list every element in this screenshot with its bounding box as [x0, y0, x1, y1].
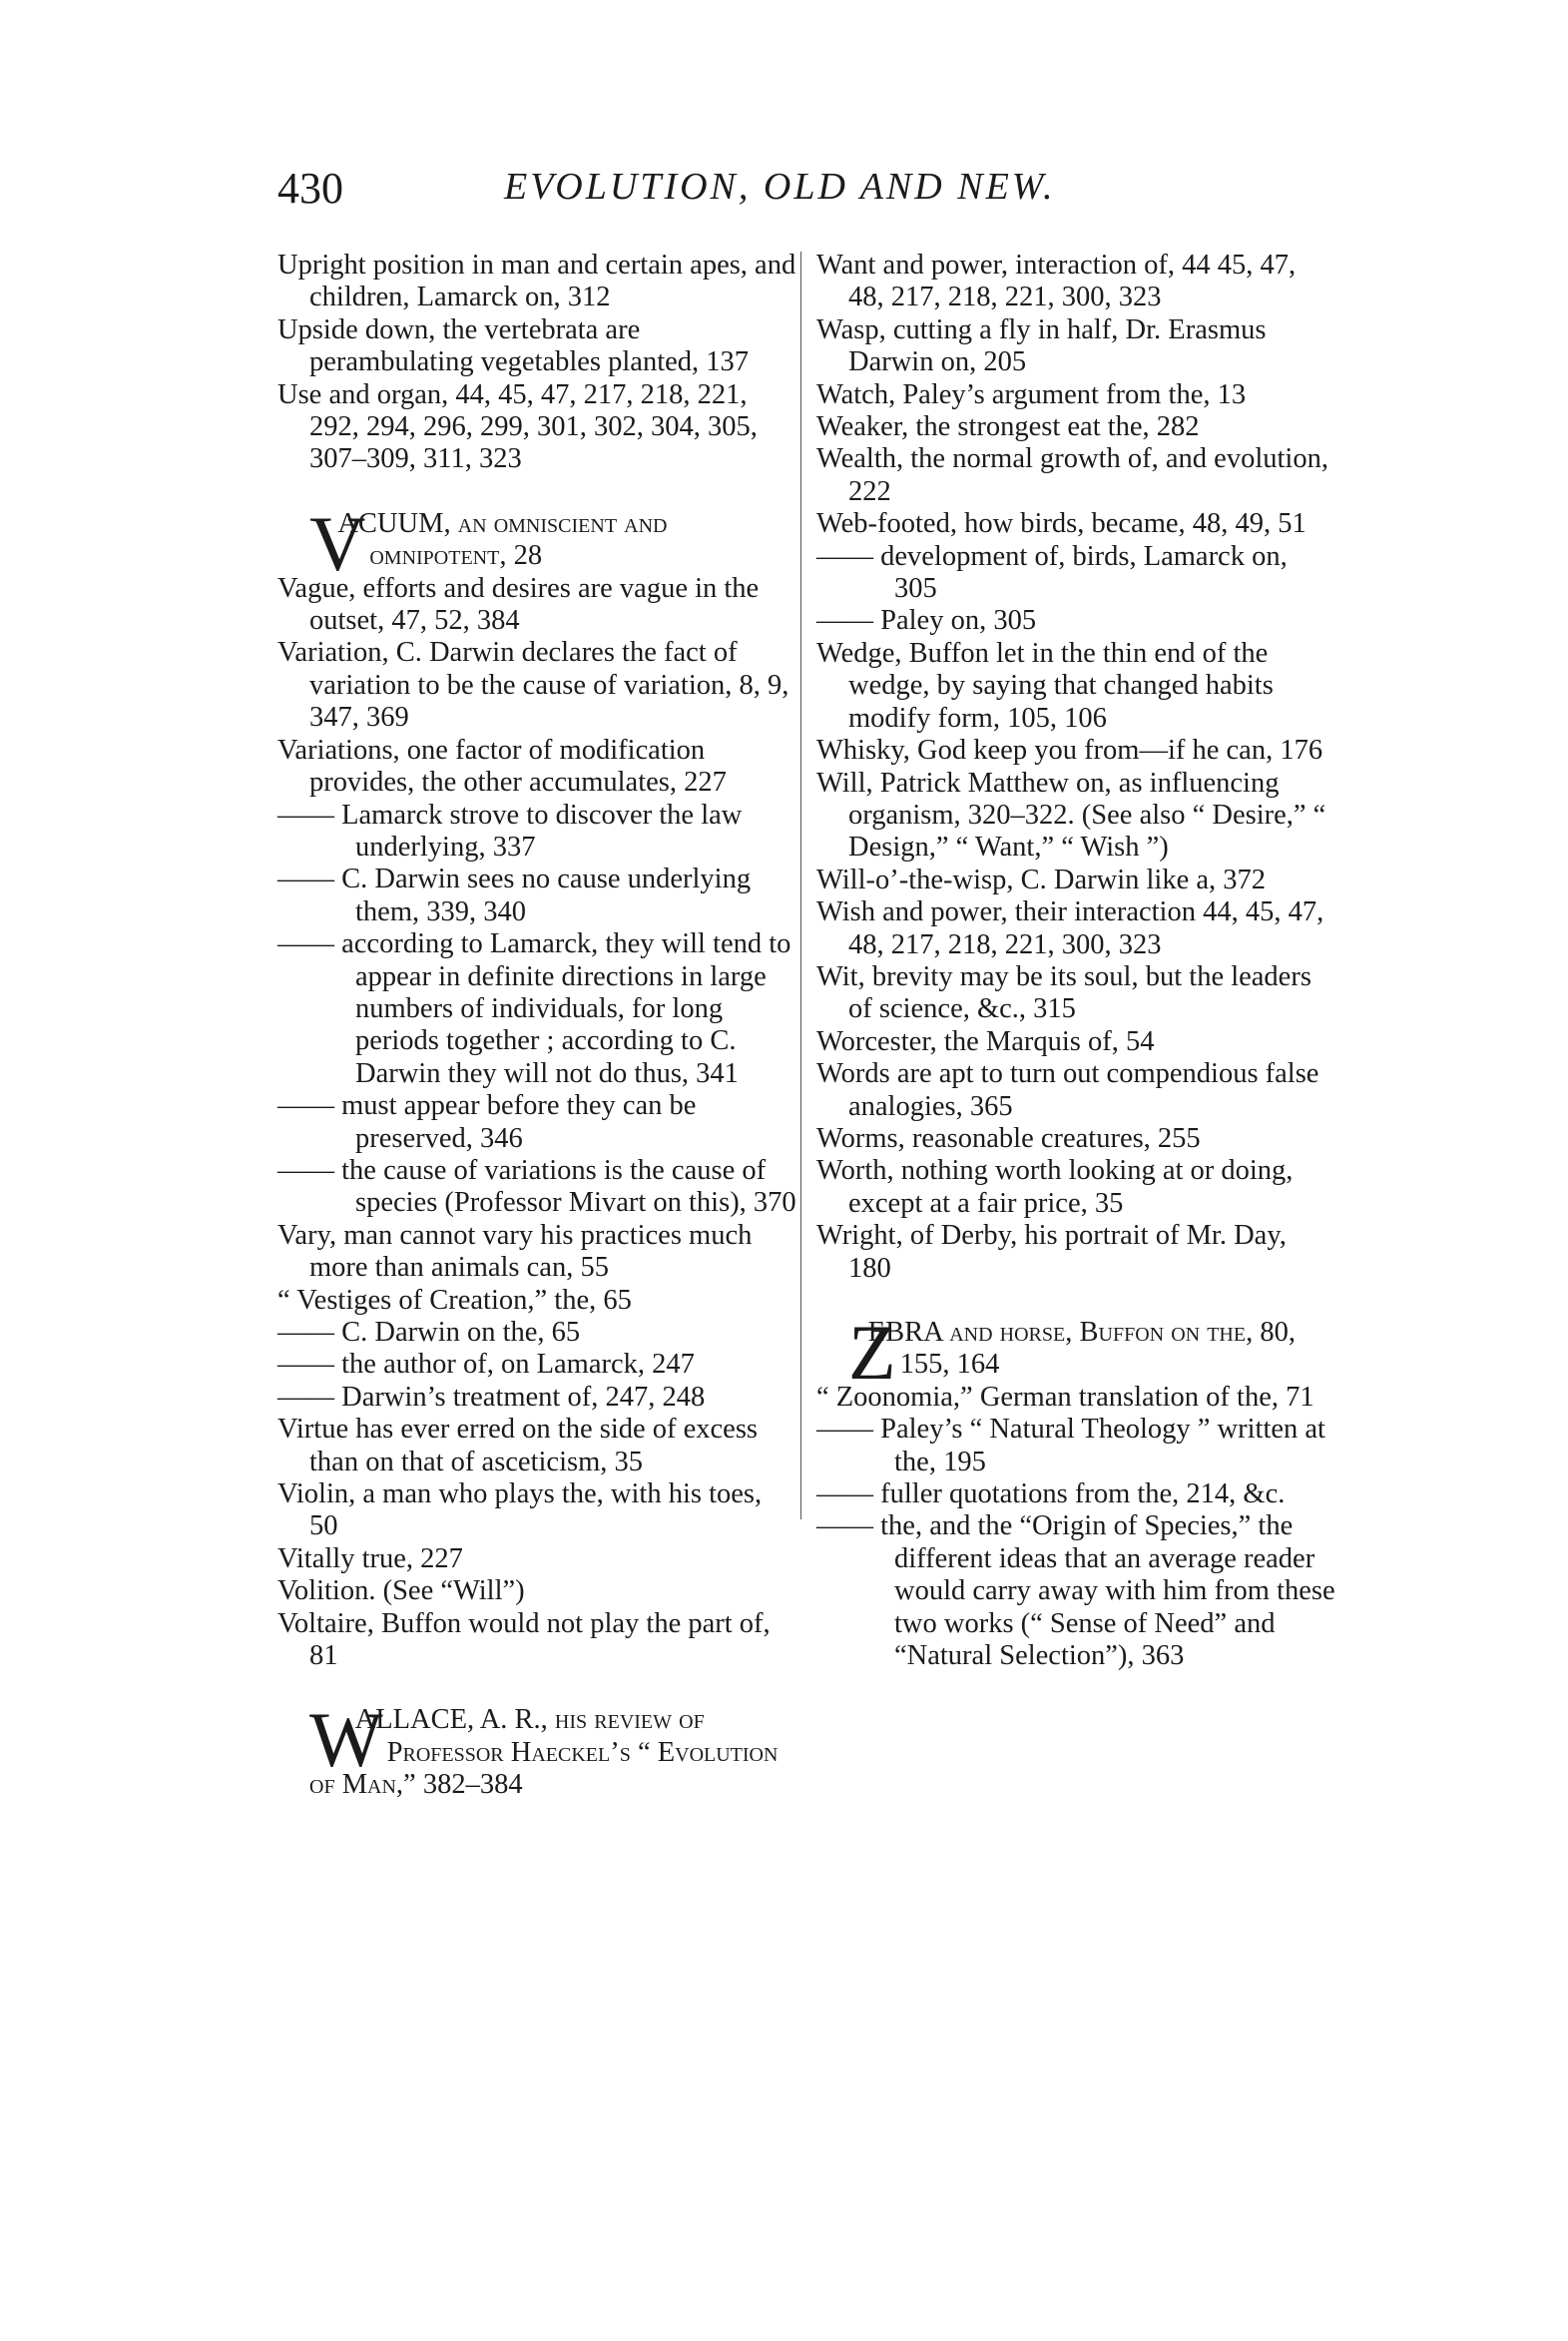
- entry-text: Watch, Paley’s argument from the, 13: [816, 378, 1247, 410]
- entry-text: Worms, reasonable creatures, 255: [816, 1122, 1201, 1154]
- index-subentry: [277, 1317, 796, 1349]
- index-entry: [816, 638, 1335, 735]
- entry-text: Words are apt to turn out compendious false analogies, 365: [816, 1058, 1319, 1122]
- index-entry: [816, 1155, 1335, 1220]
- index-section-start: [277, 1696, 796, 1801]
- entry-text: Upside down, the vertebrata are perambulating vegetables planted, 137: [277, 313, 750, 378]
- index-subentry: [277, 928, 796, 1090]
- entry-text: Will-o’-the-wisp, C. Darwin like a, 372: [816, 864, 1267, 895]
- entry-text: Use and organ, 44, 45, 47, 217, 218, 221, 292, 294, 296, 299, 301, 302, 304, 305, 307–309, 311, 323: [277, 378, 758, 475]
- index-entry: [816, 1220, 1335, 1285]
- entry-text: Vague, efforts and desires are vague in the outset, 47, 52, 384: [277, 572, 760, 637]
- entry-text: “ Zoonomia,” German translation of the, 71: [816, 1381, 1314, 1413]
- index-entry: [277, 1543, 796, 1575]
- entry-text: —— C. Darwin on the, 65: [277, 1317, 581, 1348]
- entry-text: —— must appear before they can be preserved, 346: [277, 1090, 697, 1154]
- running-title: EVOLUTION, OLD AND NEW.: [504, 166, 1056, 208]
- drop-cap-letter: W: [309, 1696, 383, 1784]
- entry-text: Variation, C. Darwin declares the fact of variation to be the cause of variation, 8, 9, 347, 369: [277, 637, 789, 734]
- index-subentry: [277, 1155, 796, 1220]
- index-subentry: [277, 1382, 796, 1414]
- index-subentry: [277, 1349, 796, 1381]
- index-entry: [277, 1608, 796, 1673]
- index-subentry: [277, 800, 796, 865]
- index-entry: [816, 314, 1335, 379]
- index-column-right: [816, 250, 1335, 1672]
- drop-cap-letter: Z: [848, 1309, 896, 1396]
- entry-text: Violin, a man who plays the, with his toes, 50: [277, 1478, 763, 1542]
- entry-text: —— Paley on, 305: [816, 605, 1037, 637]
- entry-text: Wright, of Derby, his portrait of Mr. Day, 180: [816, 1220, 1287, 1284]
- index-entry: [277, 637, 796, 734]
- index-entry: [816, 250, 1335, 314]
- index-entry: [816, 508, 1335, 540]
- index-entry: [816, 1382, 1335, 1414]
- index-entry: [816, 443, 1335, 508]
- index-entry: [277, 1220, 796, 1285]
- entry-text: Want and power, interaction of, 44 45, 47, 48, 217, 218, 221, 300, 323: [816, 250, 1297, 313]
- index-entry: [277, 1414, 796, 1478]
- index-subentry: [816, 1510, 1335, 1672]
- entry-text: Variations, one factor of modification provides, the other accumulates, 227: [277, 734, 727, 799]
- entry-text: —— the, and the “Origin of Species,” the different ideas that an average reader would carry away with him from these two works (“ Sense of Need” and “Natural Selection”), 363: [816, 1510, 1335, 1672]
- index-section-start: [277, 499, 796, 587]
- index-subentry: [277, 1090, 796, 1155]
- entry-text: Worcester, the Marquis of, 54: [816, 1025, 1155, 1057]
- entry-text: Weaker, the strongest eat the, 282: [816, 411, 1200, 443]
- column-divider: [800, 252, 801, 1519]
- entry-text: Upright position in man and certain apes, and children, Lamarck on, 312: [277, 250, 796, 313]
- entry-text: —— according to Lamarck, they will tend to appear in definite directions in large numbers of individuals, for long periods together ; according to C. Darwin they will not do thus, 341: [277, 928, 791, 1089]
- entry-text: Whisky, God keep you from—if he can, 176: [816, 735, 1323, 767]
- page-number: 430: [277, 164, 343, 213]
- index-subentry: [277, 864, 796, 928]
- index-column-left: [277, 250, 796, 1802]
- index-entry: [816, 379, 1335, 411]
- index-entry: [277, 573, 796, 638]
- index-subentry: [816, 1414, 1335, 1478]
- entry-text: Worth, nothing worth looking at or doing, except at a fair price, 35: [816, 1155, 1294, 1219]
- index-subentry: [816, 1478, 1335, 1510]
- entry-text: Wealth, the normal growth of, and evolution, 222: [816, 443, 1328, 507]
- entry-text: —— Paley’s “ Natural Theology ” written at the, 195: [816, 1414, 1325, 1477]
- entry-text: Volition. (See “Will”): [277, 1575, 525, 1607]
- page-header: [269, 163, 1317, 223]
- entry-text: Wedge, Buffon let in the thin end of the wedge, by saying that changed habits modify form, 105, 106: [816, 637, 1274, 734]
- index-subentry: [816, 605, 1335, 637]
- entry-text: —— Darwin’s treatment of, 247, 248: [277, 1381, 706, 1413]
- entry-text: —— the cause of variations is the cause of species (Professor Mivart on this), 370: [277, 1154, 796, 1219]
- entry-text: ACUUM, an omniscient and omnipotent, 28: [337, 507, 668, 572]
- index-entry: [816, 1123, 1335, 1155]
- index-entry: [816, 961, 1335, 1026]
- index-entry: [816, 768, 1335, 865]
- entry-text: Web-footed, how birds, became, 48, 49, 51: [816, 508, 1307, 540]
- entry-text: Wish and power, their interaction 44, 45, 47, 48, 217, 218, 221, 300, 323: [816, 896, 1324, 960]
- entry-text: Will, Patrick Matthew on, as influencing organism, 320–322. (See also “ Desire,” “ Design,” “ Want,” “ Wish ”): [816, 767, 1326, 864]
- index-entry: [816, 865, 1335, 896]
- entry-text: —— C. Darwin sees no cause underlying them, 339, 340: [277, 864, 752, 927]
- index-entry: [277, 1478, 796, 1543]
- entry-text: Voltaire, Buffon would not play the part of, 81: [277, 1607, 771, 1672]
- entry-text: “ Vestiges of Creation,” the, 65: [277, 1284, 632, 1316]
- index-entry: [816, 1026, 1335, 1058]
- index-entry: [277, 1285, 796, 1317]
- entry-text: —— the author of, on Lamarck, 247: [277, 1349, 695, 1381]
- drop-cap-letter: V: [309, 499, 366, 587]
- entry-text: ALLACE, A. R., his review of Professor Haeckel’s “ Evolution of Man,” 382–384: [309, 1704, 779, 1801]
- entry-text: Wit, brevity may be its soul, but the leaders of science, &c., 315: [816, 960, 1311, 1025]
- index-entry: [816, 735, 1335, 767]
- entry-text: Virtue has ever erred on the side of excess than on that of asceticism, 35: [277, 1414, 759, 1477]
- index-entry: [816, 896, 1335, 961]
- index-section-start: [816, 1309, 1335, 1396]
- entry-text: Vary, man cannot vary his practices much more than animals can, 55: [277, 1219, 753, 1284]
- index-entry: [277, 735, 796, 800]
- entry-text: EBRA and horse, Buffon on the, 80, 155, 164: [867, 1317, 1296, 1381]
- entry-text: Vitally true, 227: [277, 1542, 463, 1574]
- index-entry: [277, 379, 796, 476]
- index-entry: [277, 250, 796, 314]
- index-subentry: [816, 541, 1335, 606]
- entry-text: —— fuller quotations from the, 214, &c.: [816, 1478, 1286, 1510]
- index-entry: [816, 411, 1335, 443]
- entry-text: Wasp, cutting a fly in half, Dr. Erasmus Darwin on, 205: [816, 313, 1267, 378]
- index-entry: [277, 1575, 796, 1607]
- entry-text: —— development of, birds, Lamarck on, 305: [816, 540, 1288, 605]
- index-entry: [277, 314, 796, 379]
- index-entry: [816, 1058, 1335, 1123]
- entry-text: —— Lamarck strove to discover the law underlying, 337: [277, 799, 743, 863]
